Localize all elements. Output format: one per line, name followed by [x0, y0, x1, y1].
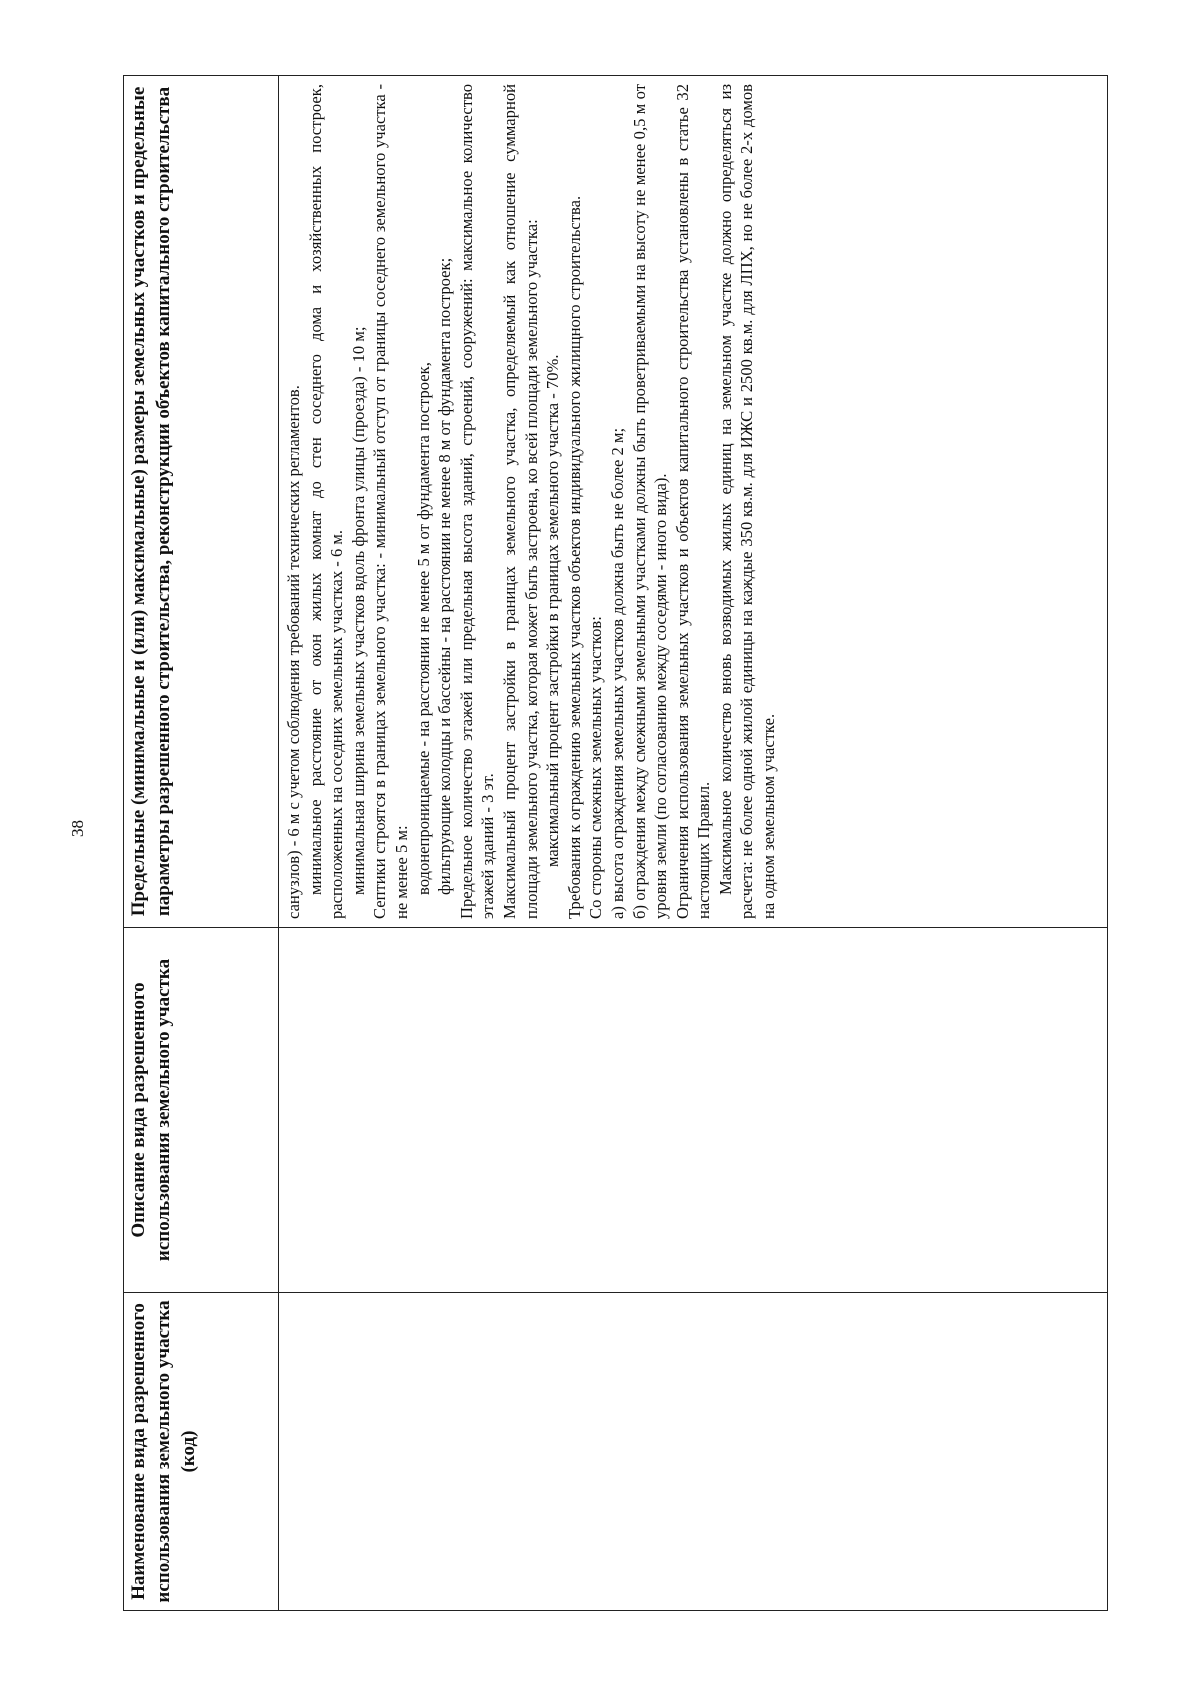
- page-number: 38: [68, 820, 87, 837]
- header-name-column: Наименование вида разрешенного использования земельного участка (код): [124, 1293, 279, 1611]
- regulations-table: [123, 75, 1108, 1611]
- cell-description: [279, 928, 1108, 1293]
- paragraph: водонепроницаемые - на расстоянии не менее 5 м от фундамента построек,: [413, 362, 433, 895]
- header-parameters-column: Предельные (минимальные и (или) максимальные) размеры земельных участков и предельные параметры разрешенного строительства, реконструкции объектов капитального строительства: [124, 76, 279, 928]
- cell-parameters: [279, 76, 1108, 928]
- table-row: [279, 76, 1108, 1611]
- paragraph: максимальный процент застройки в границах земельного участка - 70%.: [543, 354, 563, 867]
- paragraph: а) высота ограждения земельных участков должна быть не более 2 м;: [607, 427, 627, 919]
- paragraph: Септики строятся в границах земельного участка: - минимальный отступ от границы соседнего земельного участка - не менее 5 м:: [370, 84, 411, 919]
- paragraph: санузлов) - 6 м с учетом соблюдения требований технических регламентов.: [284, 385, 303, 919]
- paragraph: Требования к ограждению земельных участков объектов индивидуального жилищного строительства.: [564, 195, 584, 919]
- paragraph: Максимальный процент застройки в границах земельного участка, определяемый как отношение суммарной площади земельного участка, которая может быть застроена, ко всей площади земельного участка:: [499, 84, 541, 919]
- paragraph: Со стороны смежных земельных участков:: [586, 616, 606, 919]
- header-description-column: Описание вида разрешенного использования земельного участка: [124, 928, 279, 1293]
- rotated-table-wrapper: [123, 76, 1108, 1611]
- cell-name: [279, 1293, 1108, 1611]
- paragraph: Максимальное количество вновь возводимых жилых единиц на земельном участке должно определяться из расчета: не более одной жилой единицы на каждые 350 кв.м. для ИЖС и 2500 кв.м. для ЛПХ, но не более 2-х домов на одном земельном участке.: [715, 84, 779, 919]
- paragraph: минимальная ширина земельных участков вдоль фронта улицы (проезда) - 10 м;: [348, 326, 368, 895]
- paragraph: фильтрующие колодцы и бассейны - на расстоянии не менее 8 м от фундамента построек;: [435, 257, 455, 895]
- table-header-row: [124, 76, 279, 1611]
- paragraph: б) ограждения между смежными земельными участками должны быть проветриваемыми на высоту не менее 0,5 м от уровня земли (по согласованию между соседями - иного вида).: [629, 84, 671, 919]
- paragraph: минимальное расстояние от окон жилых комнат до стен соседнего дома и хозяйственных построек, расположенных на соседних земельных участках - 6 м.: [305, 84, 347, 919]
- paragraph: Предельное количество этажей или предельная высота зданий, строений, сооружений: максимальное количество этажей зданий - 3 эт.: [456, 84, 498, 919]
- paragraph: Ограничения использования земельных участков и объектов капитального строительства установлены в статье 32 настоящих Правил.: [672, 84, 714, 919]
